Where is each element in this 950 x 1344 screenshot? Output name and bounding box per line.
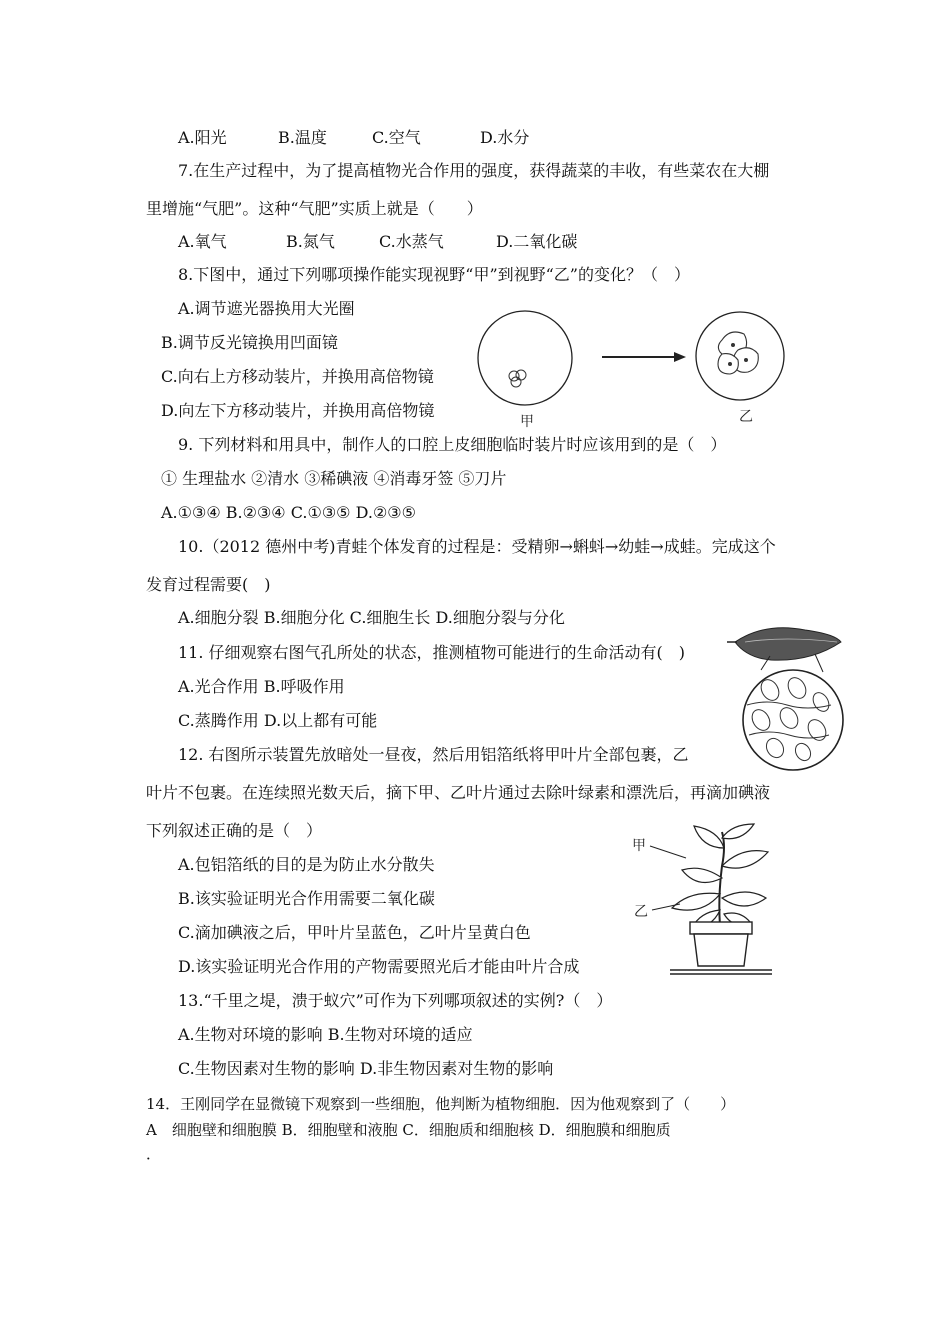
q8-stem: 8.下图中，通过下列哪项操作能实现视野“甲”到视野“乙”的变化？（ ） xyxy=(178,265,690,284)
leaf-label-jia: 甲 xyxy=(632,838,646,854)
q11-options-row2: C.蒸腾作用 D.以上都有可能 xyxy=(178,711,378,730)
q14-stem: 14．王刚同学在显微镜下观察到一些细胞，他判断为植物细胞．因为他观察到了（ ） xyxy=(146,1095,736,1113)
q6-option-a: A.阳光 xyxy=(178,128,227,147)
q13-options-row2: C.生物因素对生物的影响 D.非生物因素对生物的影响 xyxy=(178,1059,554,1078)
q6-option-b: B.温度 xyxy=(278,128,327,147)
q9-stem: 9. 下列材料和用具中，制作人的口腔上皮细胞临时装片时应该用到的是（ ） xyxy=(178,435,727,454)
field-label-jia: 甲 xyxy=(520,414,534,430)
q11-stem: 11. 仔细观察右图气孔所处的状态，推测植物可能进行的生命活动有( ) xyxy=(178,643,686,662)
q7-option-d: D.二氧化碳 xyxy=(496,232,578,251)
large-cells-icon xyxy=(718,332,758,374)
q8-option-c: C.向右上方移动装片，并换用高倍物镜 xyxy=(161,367,434,386)
q12-option-b: B.该实验证明光合作用需要二氧化碳 xyxy=(178,889,435,908)
q7-option-c: C.水蒸气 xyxy=(379,232,444,251)
leaf-icon xyxy=(727,628,841,660)
q12-option-d: D.该实验证明光合作用的产物需要照光后才能由叶片合成 xyxy=(178,957,580,976)
q12-stem-line2: 叶片不包裹。在连续照光数天后，摘下甲、乙叶片通过去除叶绿素和漂洗后，再滴加碘液 xyxy=(146,783,771,802)
q7-option-a: A.氧气 xyxy=(178,232,227,251)
q12-option-c: C.滴加碘液之后，甲叶片呈蓝色，乙叶片呈黄白色 xyxy=(178,923,531,942)
microscope-field-figure xyxy=(470,300,800,430)
small-cells-icon xyxy=(509,370,526,387)
q9-options: A.①③④ B.②③④ C.①③⑤ D.②③⑤ xyxy=(161,503,416,522)
leaf-stomata-figure xyxy=(725,620,850,775)
q11-options-row1: A.光合作用 B.呼吸作用 xyxy=(178,677,345,696)
q13-options-row1: A.生物对环境的影响 B.生物对环境的适应 xyxy=(178,1025,473,1044)
leaf-label-yi: 乙 xyxy=(634,904,648,920)
pot-icon xyxy=(670,922,772,974)
q10-options: A.细胞分裂 B.细胞分化 C.细胞生长 D.细胞分裂与分化 xyxy=(178,608,565,627)
q8-option-b: B.调节反光镜换用凹面镜 xyxy=(161,333,338,352)
plant-icon xyxy=(672,824,768,928)
q12-stem-line1: 12. 右图所示装置先放暗处一昼夜，然后用铝箔纸将甲叶片全部包裹，乙 xyxy=(178,745,689,764)
q14-options: A 细胞壁和细胞膜 B．细胞壁和液胞 C．细胞质和细胞核 D．细胞膜和细胞质 xyxy=(146,1121,671,1139)
q7-stem-line1: 7.在生产过程中，为了提高植物光合作用的强度，获得蔬菜的丰收，有些菜农在大棚 xyxy=(178,161,770,180)
q7-stem-line2: 里增施“气肥”。这种“气肥”实质上就是（ ） xyxy=(146,199,483,218)
q8-option-d: D.向左下方移动装片，并换用高倍物镜 xyxy=(161,401,435,420)
q10-stem-line2: 发育过程需要( ) xyxy=(146,575,271,594)
q7-option-b: B.氮气 xyxy=(286,232,335,251)
q12-option-a: A.包铝箔纸的目的是为防止水分散失 xyxy=(178,855,435,874)
q6-option-d: D.水分 xyxy=(480,128,530,147)
q12-stem-line3: 下列叙述正确的是（ ） xyxy=(146,821,323,840)
potted-plant-figure xyxy=(630,818,780,978)
q10-stem-line1: 10.（2012 德州中考)青蛙个体发育的过程是：受精卵→蝌蚪→幼蛙→成蛙。完成这个 xyxy=(178,537,776,556)
q14-trailing-mark: ． xyxy=(146,1145,162,1163)
q6-option-c: C.空气 xyxy=(372,128,421,147)
q13-stem: 13.“千里之堤，溃于蚁穴”可作为下列哪项叙述的实例?（ ） xyxy=(178,991,613,1010)
field-label-yi: 乙 xyxy=(739,409,753,425)
q8-option-a: A.调节遮光器换用大光圈 xyxy=(178,299,355,318)
q9-items: ① 生理盐水 ②清水 ③稀碘液 ④消毒牙签 ⑤刀片 xyxy=(161,469,507,488)
